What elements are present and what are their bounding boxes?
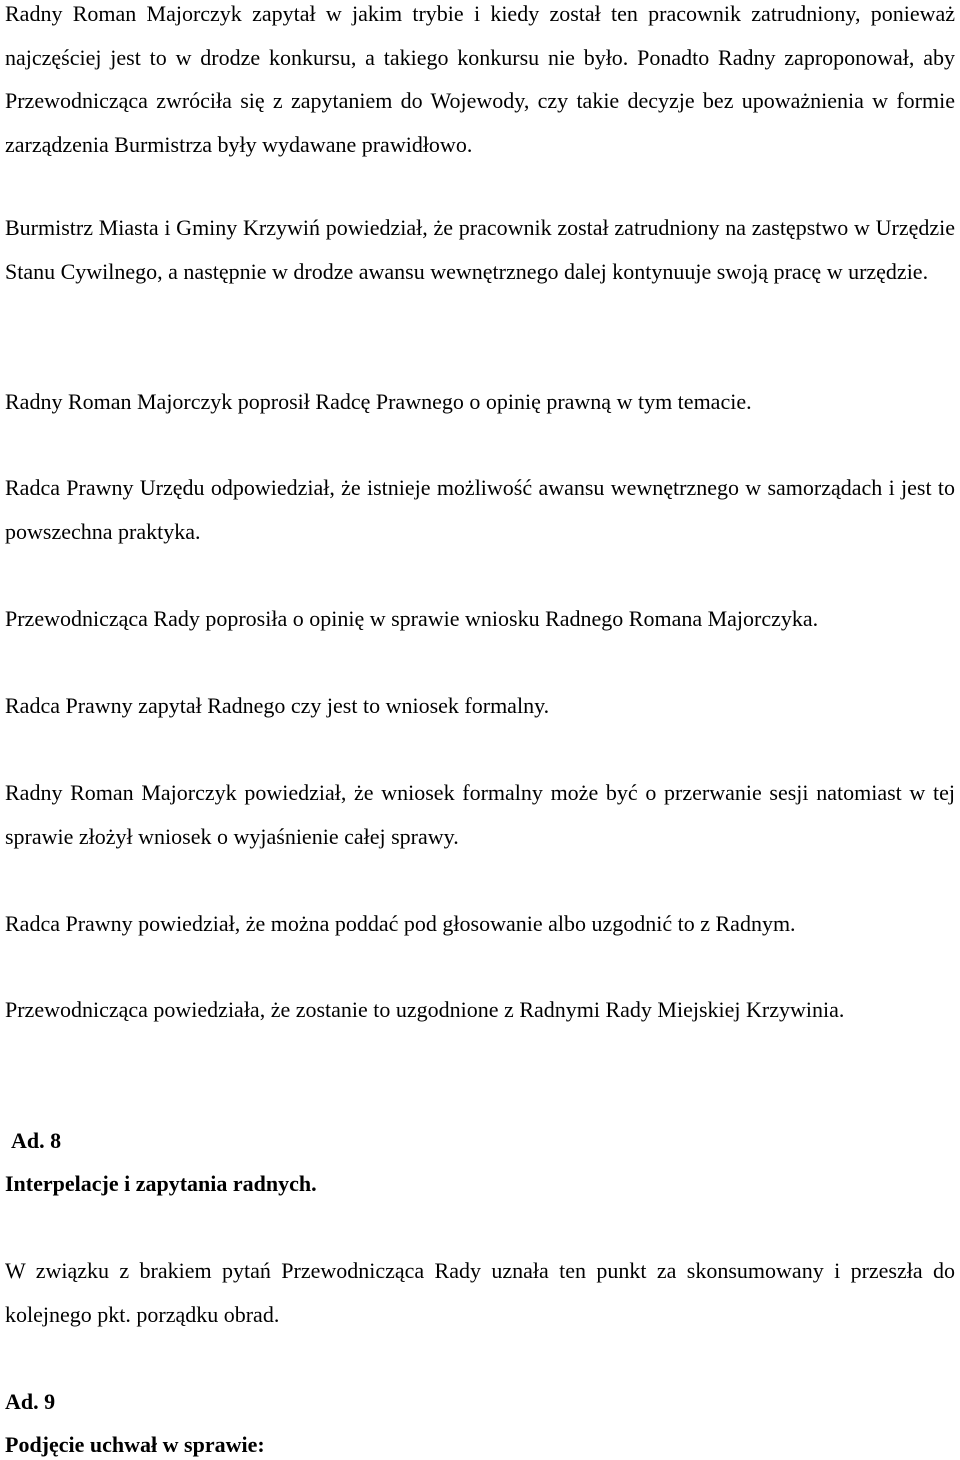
paragraph-legal-advisor-answer: Radca Prawny Urzędu odpowiedział, że istnieje możliwość awansu wewnętrznego w samorządach i jest to powszechna praktyka. xyxy=(5,475,955,544)
section-8-label: Ad. 8 xyxy=(11,1128,62,1153)
paragraph-burmistrz-answer: Burmistrz Miasta i Gminy Krzywiń powiedział, że pracownik został zatrudniony na zastępstwo w Urzędzie Stanu Cywilnego, a następnie w drodze awansu wewnętrznego dalej kontynuuje swoją pracę w urzędzie. xyxy=(5,215,955,284)
paragraph-majorczyk-question: Radny Roman Majorczyk zapytał w jakim trybie i kiedy został ten pracownik zatrudniony, ponieważ najczęściej jest to w drodze konkursu, a takiego konkursu nie było. Ponadto Radny zaproponował, aby Przewodnicząca zwróciła się z zapytaniem do Wojewody, czy takie decyzje bez upoważnienia w formie zarządzenia Burmistrza były wydawane prawidłowo. xyxy=(5,1,955,157)
paragraph-request-legal-opinion: Radny Roman Majorczyk poprosił Radcę Prawnego o opinię prawną w tym temacie. xyxy=(5,389,752,414)
paragraph-voting-option: Radca Prawny powiedział, że można poddać pod głosowanie albo uzgodnić to z Radnym. xyxy=(5,911,796,936)
paragraph-chairwoman-conclusion: Przewodnicząca powiedziała, że zostanie to uzgodnione z Radnymi Rady Miejskiej Krzywinia. xyxy=(5,997,845,1022)
section-9-label: Ad. 9 xyxy=(5,1389,56,1414)
paragraph-formal-motion: Radny Roman Majorczyk powiedział, że wniosek formalny może być o przerwanie sesji natomiast w tej sprawie złożył wniosek o wyjaśnienie całej sprawy. xyxy=(5,780,955,849)
paragraph-chairwoman-request: Przewodnicząca Rady poprosiła o opinię w sprawie wniosku Radnego Romana Majorczyka. xyxy=(5,606,819,631)
section-8-text: W związku z brakiem pytań Przewodnicząca Rady uznała ten punkt za skonsumowany i przeszła do kolejnego pkt. porządku obrad. xyxy=(5,1258,955,1327)
section-9-title: Podjęcie uchwał w sprawie: xyxy=(5,1432,265,1457)
section-8-title: Interpelacje i zapytania radnych. xyxy=(5,1171,317,1196)
paragraph-legal-advisor-question: Radca Prawny zapytał Radnego czy jest to wniosek formalny. xyxy=(5,693,550,718)
